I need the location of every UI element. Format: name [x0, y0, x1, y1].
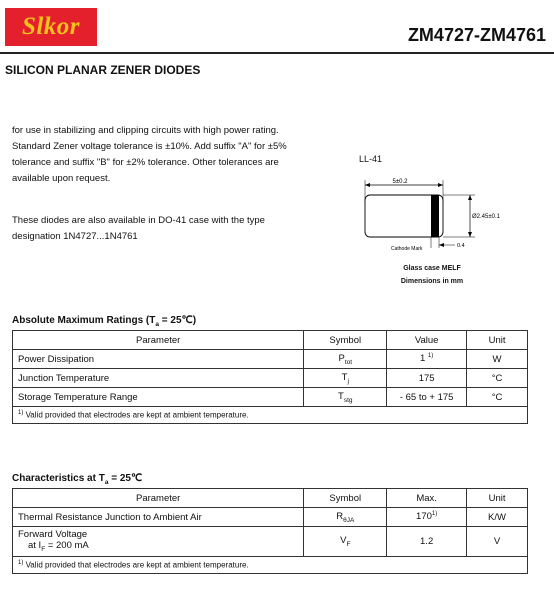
logo-text: Slkor	[21, 13, 81, 40]
table-header-row	[13, 331, 528, 350]
unit-cell: K/W	[467, 508, 528, 527]
symbol-cell: $V_F$	[304, 527, 387, 557]
table-row	[13, 508, 528, 527]
company-logo	[5, 8, 97, 46]
header-parameter: Parameter	[13, 489, 304, 508]
param-cell: Power Dissipation	[13, 350, 304, 369]
footnote: $^{1)}$ Valid provided that electrodes are kept at ambient temperature.	[13, 557, 528, 574]
arrow-right-icon	[438, 183, 443, 187]
unit-cell: V	[467, 527, 528, 557]
table-row	[13, 350, 528, 369]
header-divider	[0, 52, 554, 54]
arrow-left-icon	[365, 183, 370, 187]
arrow-up-icon	[468, 195, 472, 200]
param-cell: Junction Temperature	[13, 369, 304, 388]
case-caption: Glass case MELF	[403, 265, 461, 272]
band-dim-label: 0.4	[457, 243, 465, 249]
table-row	[13, 527, 528, 557]
package-caption	[388, 262, 476, 288]
symbol-cell: $T_j$	[304, 369, 387, 388]
value-cell: 1.2	[387, 527, 467, 557]
abs-max-title: Absolute Maximum Ratings ($T_a$ = 25℃)	[12, 315, 197, 328]
dimensions-caption: Dimensions in mm	[400, 278, 464, 285]
package-label: LL-41	[359, 154, 383, 164]
part-number-title: ZM4727-ZM4761	[407, 25, 546, 45]
value-cell: - 65 to + 175	[387, 388, 467, 407]
symbol-cell: $T_{stg}$	[304, 388, 387, 407]
header-unit: Unit	[467, 331, 528, 350]
abs-max-table	[12, 330, 528, 424]
value-cell: 1 $^{1)}$	[387, 350, 467, 369]
arrow-down-icon	[468, 232, 472, 237]
unit-cell: °C	[467, 388, 528, 407]
table-note-row	[13, 557, 528, 574]
param-cell: Storage Temperature Range	[13, 388, 304, 407]
diameter-dim-label: Ø2.45±0.1	[472, 214, 500, 220]
characteristics-title: Characteristics at $T_a$ = 25℃	[12, 473, 143, 486]
header-symbol: Symbol	[304, 331, 387, 350]
unit-cell: W	[467, 350, 528, 369]
header-parameter: Parameter	[13, 331, 304, 350]
symbol-cell: $R_{\theta JA}$	[304, 508, 387, 527]
description-paragraph: for use in stabilizing and clipping circuits with high power rating. Standard Zener voltage tolerance is ±10%. Add suffix "A" for ±5% tolerance and suffix "B" for ±2% tolerance. Other tolerances are available upon request.	[12, 125, 287, 184]
document-subtitle: SILICON PLANAR ZENER DIODES	[5, 63, 201, 77]
header-symbol: Symbol	[304, 489, 387, 508]
param-cell: Forward Voltage at $I_F = 200$ mA	[13, 527, 304, 557]
value-cell: 175	[387, 369, 467, 388]
header-value: Value	[387, 331, 467, 350]
symbol-cell: $P_{tot}$	[304, 350, 387, 369]
table-header-row	[13, 489, 528, 508]
length-dim-label: 5±0.2	[392, 179, 408, 185]
unit-cell: °C	[467, 369, 528, 388]
availability-paragraph: These diodes are also available in DO-41 case with the type designation 1N4727...1N4761	[12, 215, 265, 242]
footnote: $^{1)}$ Valid provided that electrodes are kept at ambient temperature.	[13, 407, 528, 424]
table-note-row	[13, 407, 528, 424]
characteristics-table	[12, 488, 528, 574]
value-cell: 170$^{1)}$	[387, 508, 467, 527]
table-row	[13, 369, 528, 388]
param-cell: Thermal Resistance Junction to Ambient Air	[13, 508, 304, 527]
cathode-mark-label: Cathode Mark	[391, 246, 423, 252]
package-drawing	[355, 170, 515, 260]
cathode-band	[431, 195, 439, 237]
header-unit: Unit	[467, 489, 528, 508]
table-row	[13, 388, 528, 407]
header-max: Max.	[387, 489, 467, 508]
